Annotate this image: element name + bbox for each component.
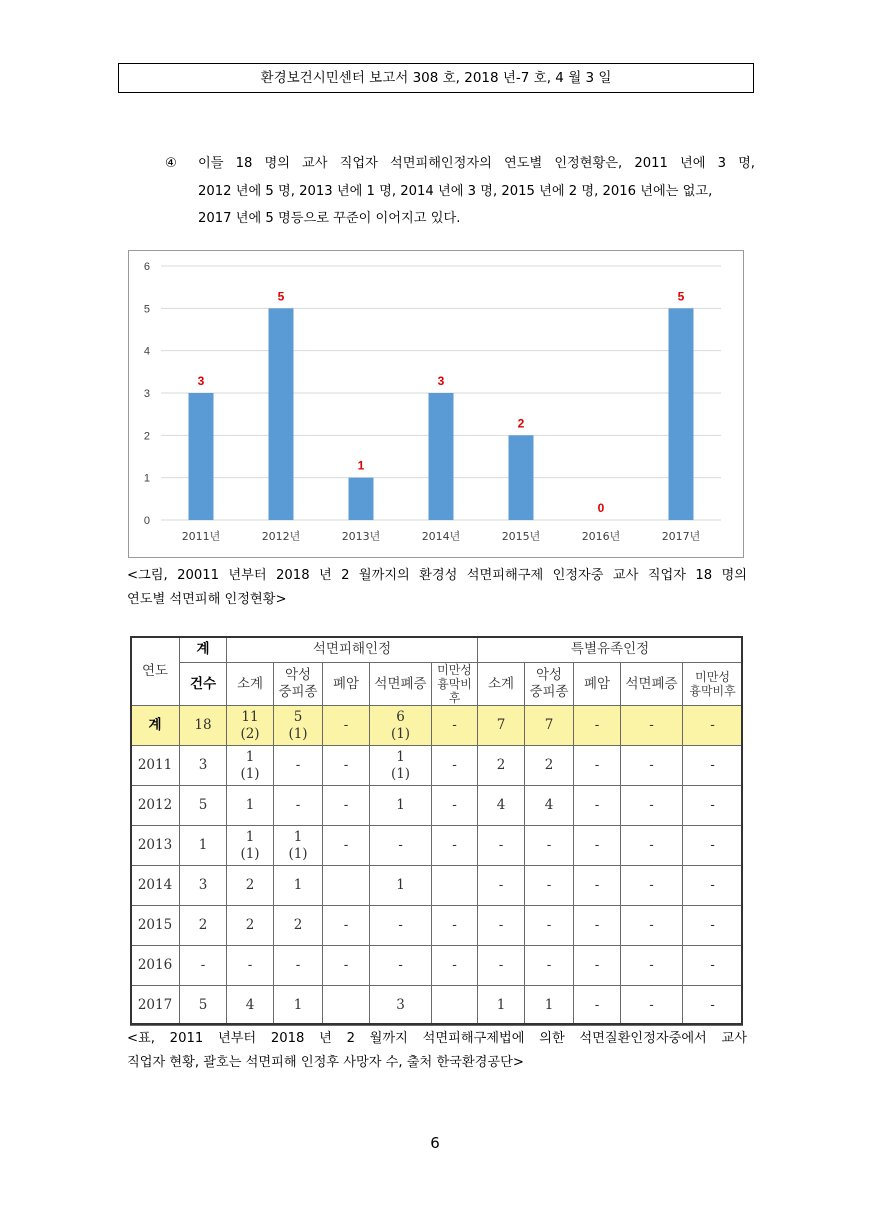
cell-s1: -: [478, 946, 525, 986]
bar-data-label: 3: [437, 374, 445, 388]
header-mesothelioma-2: 악성 중피종: [525, 663, 574, 706]
cell-s5: -: [683, 946, 743, 986]
cell-s2: 2: [525, 746, 574, 786]
cell-count: -: [180, 946, 227, 986]
header-asbestosis-1: 석면폐증: [370, 663, 432, 706]
cell-s4: -: [621, 946, 683, 986]
cell-c5: [432, 986, 478, 1026]
cell-year: 2014: [131, 866, 180, 906]
cell-count: 18: [180, 706, 227, 746]
statistics-table-container: [130, 636, 742, 1024]
cell-c1: 11 (2): [227, 706, 274, 746]
cell-s3: -: [574, 786, 621, 826]
figure-caption: [127, 564, 747, 612]
cell-count: 2: [180, 906, 227, 946]
cell-c1: -: [227, 946, 274, 986]
cell-s5: -: [683, 986, 743, 1026]
cell-year: 계: [131, 706, 180, 746]
cell-c2: 5 (1): [274, 706, 323, 746]
cell-c4: 3: [370, 986, 432, 1026]
cell-c1: 1: [227, 786, 274, 826]
figure-caption-line-2: 연도별 석면피해 인정현황>: [127, 592, 287, 607]
cell-s1: -: [478, 866, 525, 906]
cell-c4: -: [370, 826, 432, 866]
cell-c5: -: [432, 746, 478, 786]
cell-c3: -: [323, 746, 370, 786]
cell-s2: -: [525, 906, 574, 946]
cell-s2: -: [525, 946, 574, 986]
cell-s3: -: [574, 826, 621, 866]
cell-s1: -: [478, 826, 525, 866]
x-tick-label: 2014년: [421, 530, 461, 543]
table-row: [131, 826, 743, 866]
y-tick-label: 2: [143, 430, 150, 443]
bar-data-label: 0: [597, 501, 605, 515]
cell-count: 3: [180, 746, 227, 786]
cell-c3: -: [323, 706, 370, 746]
cell-s4: -: [621, 746, 683, 786]
table-caption-line-2: 직업자 현황, 괄호는 석면피해 인정후 사망자 수, 출처 한국환경공단>: [127, 1055, 524, 1070]
cell-s1: 7: [478, 706, 525, 746]
cell-c4: -: [370, 906, 432, 946]
cell-s1: 4: [478, 786, 525, 826]
cell-c1: 2: [227, 866, 274, 906]
table-row: [131, 906, 743, 946]
paragraph-line-3: 2017 년에 5 명등으로 꾸준이 이어지고 있다.: [198, 211, 461, 226]
cell-year: 2015: [131, 906, 180, 946]
cell-s4: -: [621, 906, 683, 946]
header-subtotal-2: 소계: [478, 663, 525, 706]
table-caption: [127, 1027, 747, 1075]
bar: [349, 478, 374, 520]
cell-count: 1: [180, 826, 227, 866]
cell-c3: -: [323, 946, 370, 986]
bar-data-label: 5: [677, 289, 685, 304]
x-tick-label: 2016년: [581, 530, 621, 543]
cell-c4: 1: [370, 866, 432, 906]
cell-year: 2017: [131, 986, 180, 1026]
cell-c4: -: [370, 946, 432, 986]
header-lung-cancer-2: 폐암: [574, 663, 621, 706]
circled-four-marker: ④: [165, 156, 177, 171]
page-number: 6: [430, 1134, 440, 1152]
cell-s3: -: [574, 946, 621, 986]
cell-c2: 2: [274, 906, 323, 946]
x-tick-label: 2012년: [261, 530, 301, 543]
header-total: 계: [180, 637, 227, 663]
bar: [509, 435, 534, 520]
cell-s2: -: [525, 826, 574, 866]
bar: [669, 308, 694, 520]
header-lung-cancer-1: 폐암: [323, 663, 370, 706]
cell-c5: -: [432, 706, 478, 746]
table-row: [131, 986, 743, 1026]
x-tick-label: 2011년: [181, 530, 221, 543]
cell-s4: -: [621, 786, 683, 826]
cell-c3: -: [323, 906, 370, 946]
cell-s5: -: [683, 706, 743, 746]
y-tick-label: 6: [143, 261, 150, 273]
header-group-asbestos-damage: 석면피해인정: [227, 637, 478, 663]
y-tick-label: 1: [143, 472, 150, 485]
cell-year: 2012: [131, 786, 180, 826]
cell-s3: -: [574, 746, 621, 786]
y-tick-label: 0: [143, 515, 150, 527]
cell-year: 2013: [131, 826, 180, 866]
cell-c2: 1: [274, 986, 323, 1026]
cell-c5: -: [432, 946, 478, 986]
table-row: [131, 786, 743, 826]
cell-c5: -: [432, 906, 478, 946]
bar-data-label: 1: [357, 458, 365, 473]
bar-data-label: 5: [277, 289, 285, 304]
table-row: [131, 946, 743, 986]
header-mesothelioma-1: 악성 중피종: [274, 663, 323, 706]
body-paragraph: [165, 150, 755, 233]
cell-c4: 6 (1): [370, 706, 432, 746]
cell-count: 5: [180, 986, 227, 1026]
paragraph-line-2: 2012 년에 5 명, 2013 년에 1 명, 2014 년에 3 명, 2015 년에 2 명, 2016 년에는 없고,: [198, 183, 713, 199]
cell-s5: -: [683, 826, 743, 866]
cell-s4: -: [621, 986, 683, 1026]
cell-c5: [432, 866, 478, 906]
header-pleural-2: 미만성 흉막비후: [683, 663, 743, 706]
x-tick-label: 2013년: [341, 530, 381, 543]
table-header-row-1: [131, 637, 743, 663]
cell-c1: 1 (1): [227, 826, 274, 866]
cell-s2: -: [525, 866, 574, 906]
header-pleural-1: 미만성 흉막비후: [432, 663, 478, 706]
table-total-row: [131, 706, 743, 746]
cell-c1: 2: [227, 906, 274, 946]
cell-c4: 1: [370, 786, 432, 826]
cell-s1: -: [478, 906, 525, 946]
cell-c3: -: [323, 826, 370, 866]
cell-c4: 1 (1): [370, 746, 432, 786]
bar-data-label: 3: [197, 374, 205, 388]
cell-s4: -: [621, 826, 683, 866]
cell-s5: -: [683, 906, 743, 946]
y-tick-label: 4: [143, 345, 150, 358]
cell-s5: -: [683, 786, 743, 826]
paragraph-line-1: 이들 18 명의 교사 직업자 석면피해인정자의 연도별 인정현황은, 2011 년에 3 명,: [198, 156, 755, 171]
cell-s3: -: [574, 706, 621, 746]
table-row: [131, 746, 743, 786]
cell-c2: 1 (1): [274, 826, 323, 866]
cell-c3: [323, 986, 370, 1026]
report-header-title: 환경보건시민센터 보고서 308 호, 2018 년-7 호, 4 월 3 일: [260, 70, 612, 86]
cell-c1: 4: [227, 986, 274, 1026]
cell-year: 2016: [131, 946, 180, 986]
cell-c3: -: [323, 786, 370, 826]
bar-data-label: 2: [517, 416, 525, 431]
table-row: [131, 866, 743, 906]
report-header: [118, 63, 754, 93]
x-tick-label: 2015년: [501, 530, 541, 543]
statistics-table: [130, 636, 743, 1026]
cell-s2: 7: [525, 706, 574, 746]
cell-year: 2011: [131, 746, 180, 786]
header-subtotal-1: 소계: [227, 663, 274, 706]
cell-s4: -: [621, 866, 683, 906]
header-year: 연도: [131, 637, 180, 706]
cell-s3: -: [574, 906, 621, 946]
cell-c1: 1 (1): [227, 746, 274, 786]
cell-s5: -: [683, 746, 743, 786]
cell-s5: -: [683, 866, 743, 906]
cell-c3: [323, 866, 370, 906]
cell-c2: 1: [274, 866, 323, 906]
bar: [429, 393, 454, 520]
header-count: 건수: [180, 663, 227, 706]
figure-caption-line-1: <그림, 20011 년부터 2018 년 2 월까지의 환경성 석면피해구제 인정자중 교사 직업자 18 명의: [127, 568, 747, 583]
bar: [269, 308, 294, 520]
cell-s4: -: [621, 706, 683, 746]
x-tick-label: 2017년: [661, 530, 701, 543]
cell-c5: -: [432, 786, 478, 826]
bar-chart-svg: [129, 251, 743, 557]
cell-count: 3: [180, 866, 227, 906]
cell-s2: 4: [525, 786, 574, 826]
table-header-row-2: [131, 663, 743, 706]
cell-count: 5: [180, 786, 227, 826]
cell-c2: -: [274, 746, 323, 786]
y-tick-label: 3: [143, 388, 150, 400]
cell-s3: -: [574, 866, 621, 906]
bar-chart: [128, 250, 744, 558]
header-group-special-survivor: 특별유족인정: [478, 637, 743, 663]
cell-c5: -: [432, 826, 478, 866]
cell-s1: 1: [478, 986, 525, 1026]
cell-s3: -: [574, 986, 621, 1026]
table-caption-line-1: <표, 2011 년부터 2018 년 2 월까지 석면피해구제법에 의한 석면질환인정자중에서 교사: [127, 1031, 747, 1046]
cell-c2: -: [274, 786, 323, 826]
cell-c2: -: [274, 946, 323, 986]
cell-s2: 1: [525, 986, 574, 1026]
header-asbestosis-2: 석면폐증: [621, 663, 683, 706]
bar: [189, 393, 214, 520]
y-tick-label: 5: [143, 303, 150, 316]
cell-s1: 2: [478, 746, 525, 786]
